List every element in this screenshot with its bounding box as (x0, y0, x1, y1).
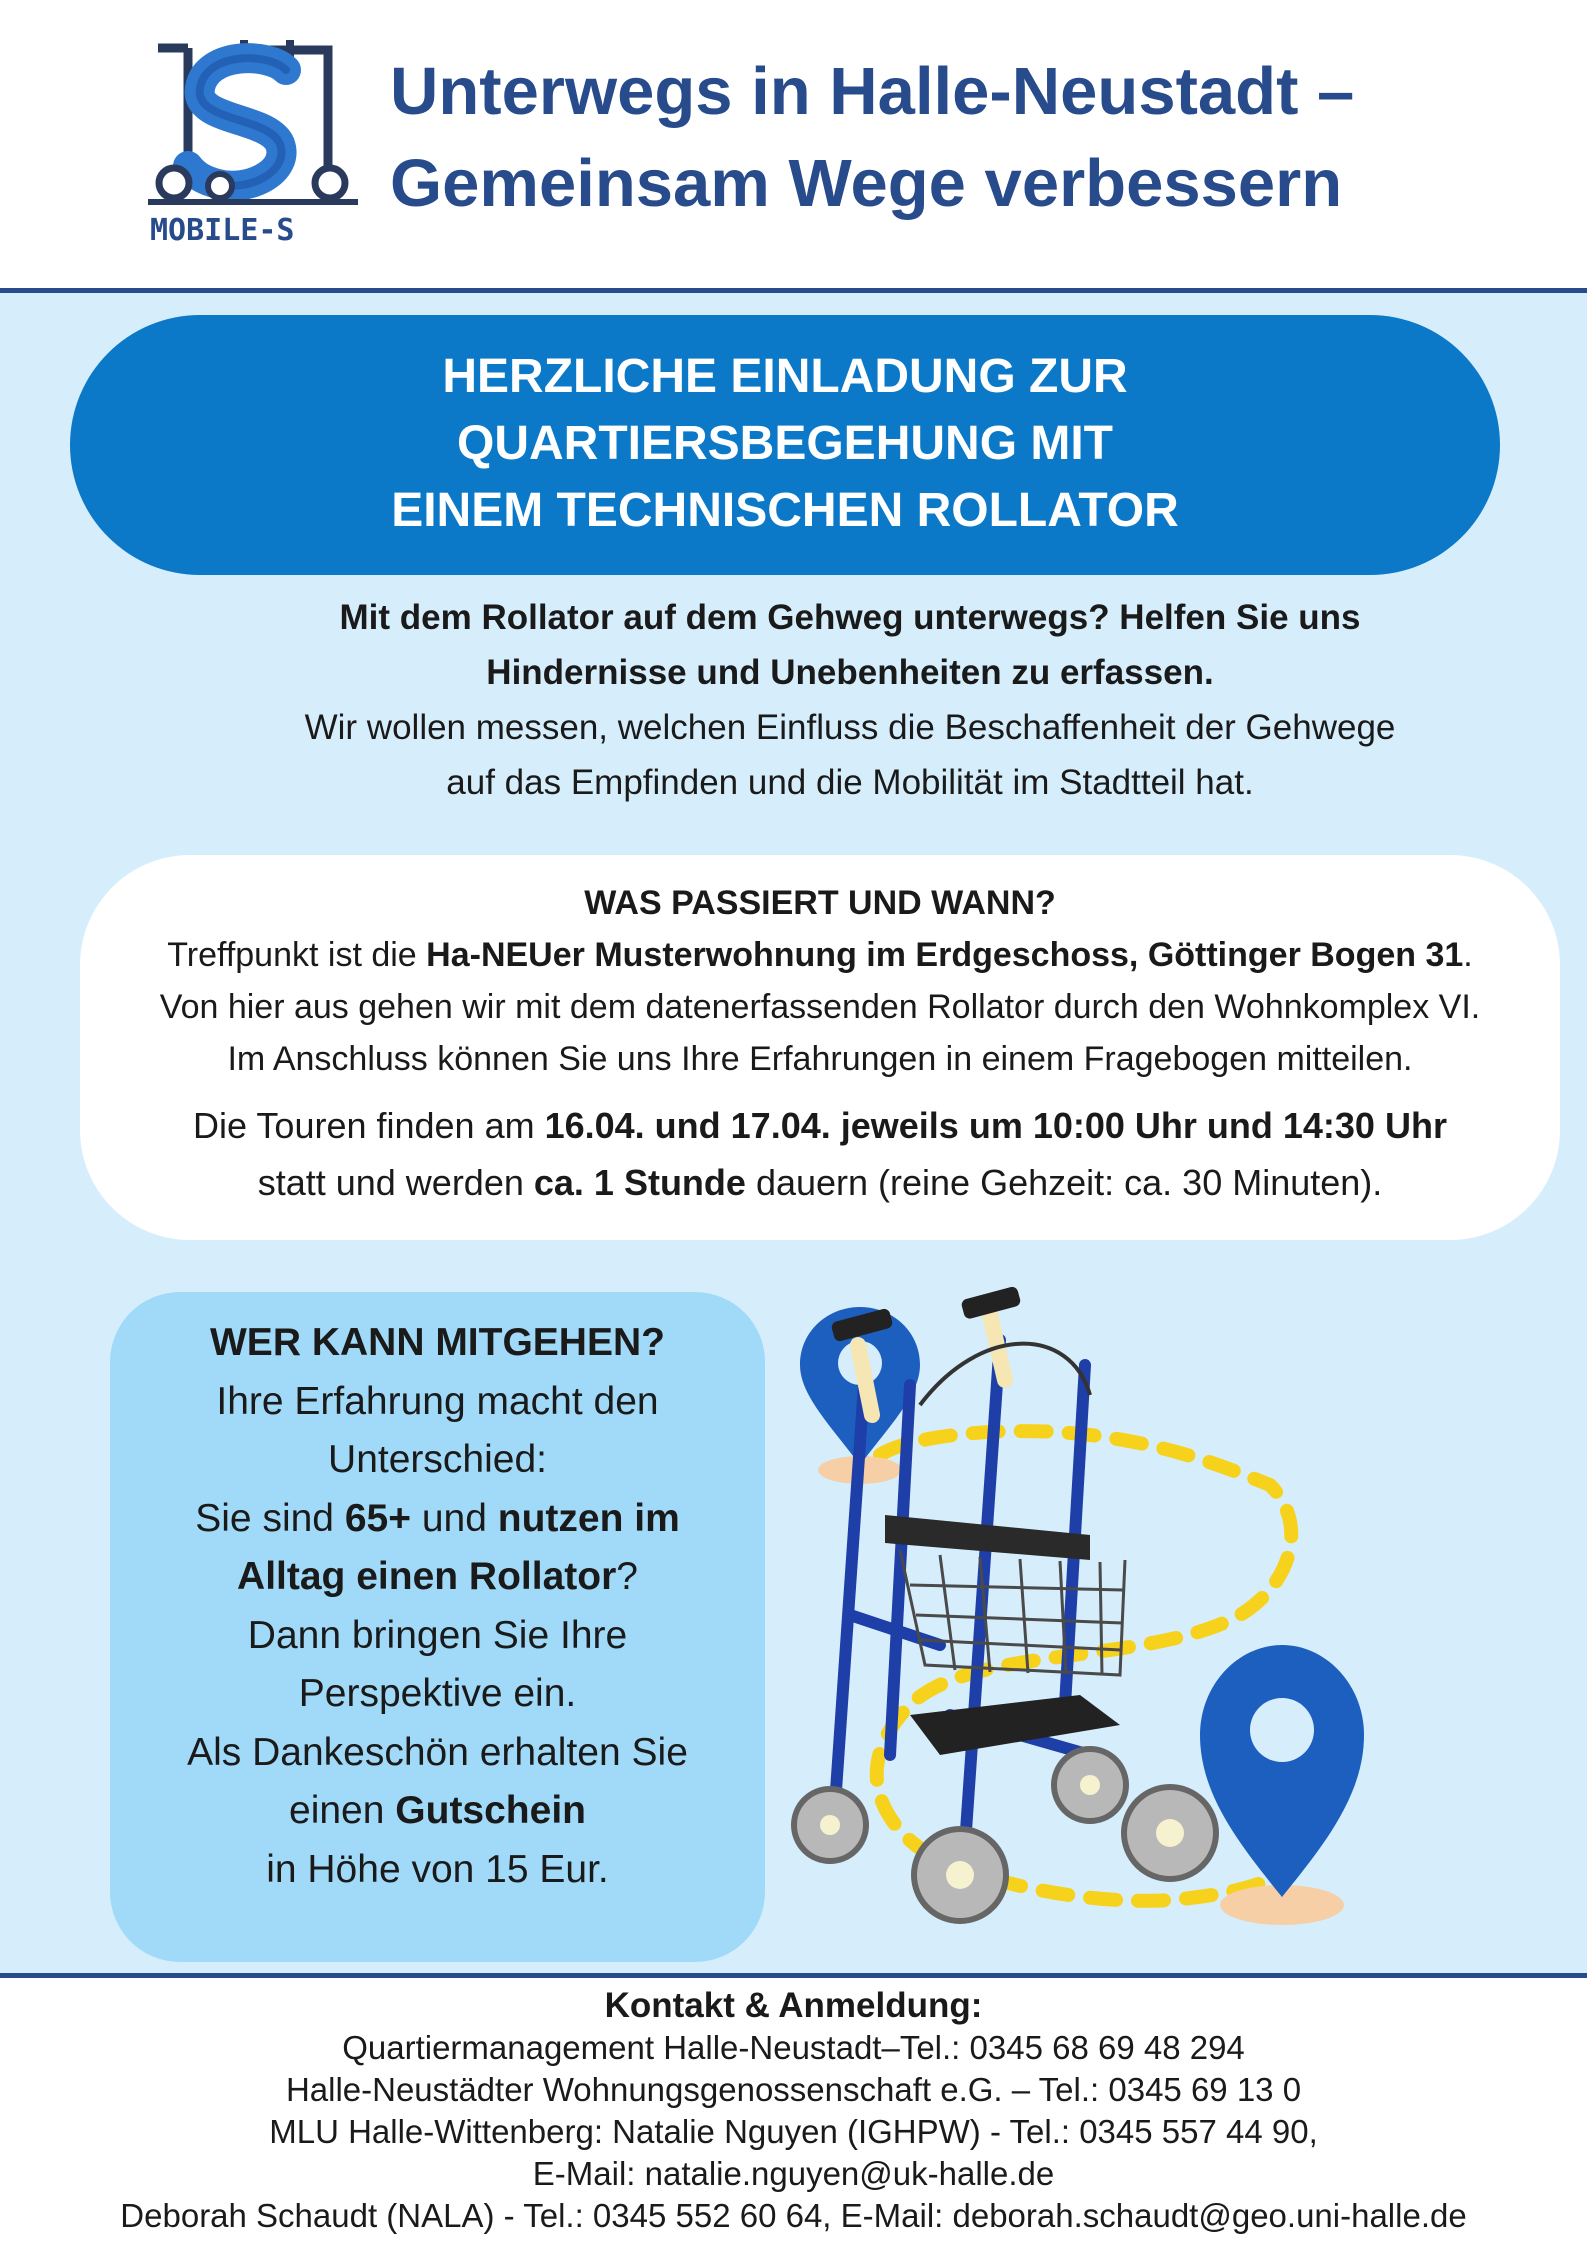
who-line-2: Unterschied: (328, 1438, 547, 1481)
who-card (110, 1292, 765, 1962)
who-line-4: Alltag einen Rollator? (237, 1555, 638, 1598)
meeting-point-line: Treffpunkt ist die Ha-NEUer Musterwohnung im Erdgeschoss, Göttinger Bogen 31. (167, 936, 1473, 974)
contact-line-1: Quartiermanagement Halle-Neustadt–Tel.: 0345 68 69 48 294 (342, 2029, 1245, 2066)
tour-dates: 16.04. und 17.04. jeweils um 10:00 Uhr und 14:30 Uhr (544, 1105, 1447, 1146)
mobile-s-logo (148, 36, 358, 246)
invitation-line-1: HERZLICHE EINLADUNG ZUR (442, 350, 1128, 403)
tour-dates-line: Die Touren finden am 16.04. und 17.04. jeweils um 10:00 Uhr und 14:30 Uhr (193, 1105, 1447, 1146)
intro-line-4: auf das Empfinden und die Mobilität im Stadtteil hat. (446, 763, 1254, 802)
basket (900, 1550, 1125, 1675)
contact-email-1[interactable]: E-Mail: natalie.nguyen@uk-halle.de (532, 2155, 1055, 2192)
intro-text (180, 590, 1520, 810)
title-line-2: Gemeinsam Wege verbessern (390, 146, 1343, 221)
who-line-8: einen Gutschein (289, 1789, 586, 1832)
location-pin-large-icon (1200, 1645, 1364, 1925)
what-when-heading: WAS PASSIERT UND WANN? (584, 884, 1056, 922)
header (0, 0, 1587, 288)
route-line: Von hier aus gehen wir mit dem datenerfassenden Rollator durch den Wohnkomplex VI. (159, 988, 1481, 1026)
contact-section (0, 1985, 1587, 2237)
invitation-line-2: QUARTIERSBEGEHUNG MIT (456, 417, 1113, 470)
meeting-place: Ha-NEUer Musterwohnung im Erdgeschoss, Göttinger Bogen 31 (426, 936, 1464, 974)
invitation-banner (70, 315, 1500, 575)
invitation-line-3: EINEM TECHNISCHEN ROLLATOR (391, 484, 1179, 537)
logo-text: MOBILE-S (150, 213, 295, 246)
rollator-illustration (790, 1285, 1390, 1940)
duration-line: statt und werden ca. 1 Stunde dauern (reine Gehzeit: ca. 30 Minuten). (257, 1162, 1383, 1203)
intro-line-3: Wir wollen messen, welchen Einfluss die Beschaffenheit der Gehwege (304, 708, 1396, 747)
contact-line-3: MLU Halle-Wittenberg: Natalie Nguyen (IGHPW) - Tel.: 0345 557 44 90, (269, 2113, 1318, 2150)
who-line-6: Perspektive ein. (298, 1672, 577, 1715)
who-line-3: Sie sind 65+ und nutzen im (195, 1496, 680, 1540)
what-when-card (80, 855, 1560, 1240)
page-title (390, 46, 1354, 230)
who-line-7: Als Dankeschön erhalten Sie (187, 1730, 688, 1774)
intro-bold-line-2: Hindernisse und Unebenheiten zu erfassen. (486, 653, 1214, 692)
duration: ca. 1 Stunde (533, 1162, 746, 1203)
who-line-1: Ihre Erfahrung macht den (216, 1379, 659, 1423)
contact-line-2: Halle-Neustädter Wohnungsgenossenschaft e.G. – Tel.: 0345 69 13 0 (285, 2071, 1302, 2108)
questionnaire-line: Im Anschluss können Sie uns Ihre Erfahrungen in einem Fragebogen mitteilen. (227, 1040, 1413, 1078)
contact-heading: Kontakt & Anmeldung: (604, 1986, 983, 2025)
contact-line-5[interactable]: Deborah Schaudt (NALA) - Tel.: 0345 552 60 64, E-Mail: deborah.schaudt@geo.uni-halle.de (120, 2197, 1467, 2234)
title-line-1: Unterwegs in Halle-Neustadt – (390, 54, 1355, 129)
who-line-9: in Höhe von 15 Eur. (266, 1847, 609, 1891)
intro-bold-line-1: Mit dem Rollator auf dem Gehweg unterwegs? Helfen Sie uns (339, 598, 1361, 637)
who-line-5: Dann bringen Sie Ihre (247, 1613, 628, 1657)
who-heading: WER KANN MITGEHEN? (210, 1321, 665, 1364)
